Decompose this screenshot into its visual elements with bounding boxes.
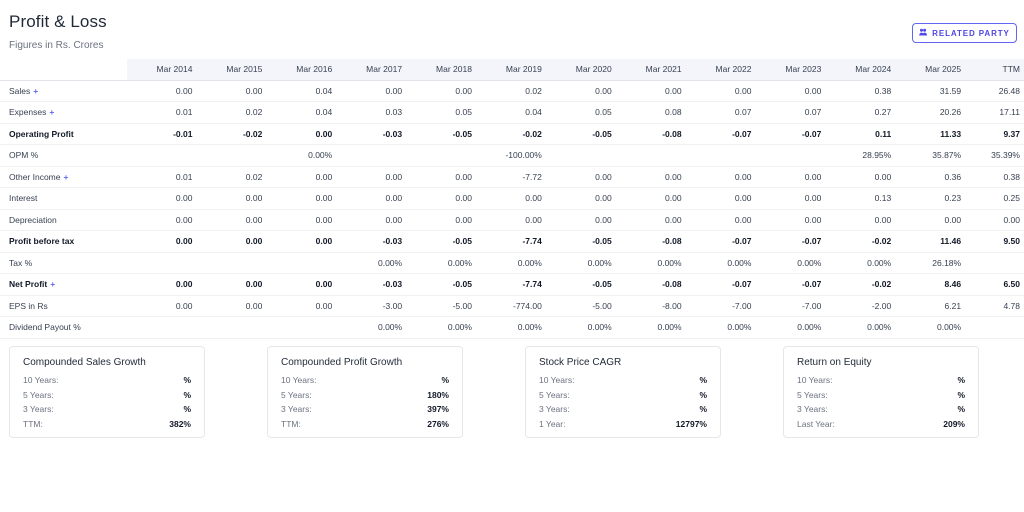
table-cell: 0.00 [196,209,266,231]
table-cell: 0.00% [546,252,616,274]
table-cell: 0.00 [127,80,197,102]
card-row-value: % [699,404,707,415]
card-row-value: 397% [427,404,449,415]
card-row-label: 3 Years: [797,404,828,415]
table-cell: 0.00 [127,209,197,231]
table-cell: 0.04 [266,80,336,102]
table-cell: 0.00 [476,209,546,231]
expand-plus-icon[interactable]: + [50,279,56,290]
table-cell: 0.02 [476,80,546,102]
column-header: Mar 2015 [196,59,266,80]
table-cell: -0.03 [336,231,406,253]
table-cell: 0.00 [266,231,336,253]
table-cell: 0.00 [546,209,616,231]
table-cell: 0.00 [616,209,686,231]
column-header: Mar 2021 [616,59,686,80]
table-cell: 0.38 [965,166,1024,188]
card-row-value: % [183,375,191,386]
table-cell: -5.00 [546,295,616,317]
card-row [539,402,707,417]
table-cell: 20.26 [895,102,965,124]
table-row [0,145,1024,167]
table-cell: -0.08 [616,274,686,296]
table-cell: 4.78 [965,295,1024,317]
table-cell: -0.05 [406,231,476,253]
table-cell: 0.00% [686,252,756,274]
table-cell: 0.00% [266,145,336,167]
growth-card [525,346,721,438]
column-header: Mar 2020 [546,59,616,80]
table-cell: 0.00 [616,166,686,188]
column-header: Mar 2024 [825,59,895,80]
row-label: OPM % [9,150,39,161]
table-cell: 6.50 [965,274,1024,296]
card-row [23,402,191,417]
card-row [281,388,449,403]
table-cell: 0.13 [825,188,895,210]
table-cell [266,317,336,339]
table-cell: -0.02 [476,123,546,145]
table-cell: 0.00 [755,80,825,102]
table-cell: 0.00 [196,231,266,253]
table-cell: 0.11 [825,123,895,145]
table-cell: 0.00 [755,166,825,188]
table-cell: 0.08 [616,102,686,124]
table-cell: 0.00 [825,166,895,188]
table-cell: -7.72 [476,166,546,188]
table-cell: 0.01 [127,102,197,124]
row-label-cell[interactable] [0,274,127,296]
table-cell: 0.00 [266,274,336,296]
table-cell: 0.23 [895,188,965,210]
table-cell: 0.00 [196,274,266,296]
table-row [0,252,1024,274]
row-label-cell [0,317,127,339]
table-cell: -2.00 [825,295,895,317]
row-label-cell [0,145,127,167]
table-cell [336,145,406,167]
table-cell [616,145,686,167]
table-row[interactable] [0,80,1024,102]
card-row [797,373,965,388]
related-party-button[interactable] [912,23,1017,43]
table-cell: -0.08 [616,231,686,253]
table-row[interactable] [0,102,1024,124]
table-cell: 0.04 [476,102,546,124]
table-cell: 0.00 [196,188,266,210]
table-row [0,317,1024,339]
column-header: Mar 2014 [127,59,197,80]
card-row-label: 10 Years: [23,375,59,386]
table-cell: -0.05 [546,123,616,145]
growth-card [783,346,979,438]
card-row-label: 5 Years: [797,389,828,400]
table-cell: 0.00 [266,166,336,188]
column-header: Mar 2016 [266,59,336,80]
table-cell: -0.02 [825,274,895,296]
page-header [9,12,107,51]
card-row [23,373,191,388]
table-cell: 0.36 [895,166,965,188]
table-cell [686,145,756,167]
card-row [23,388,191,403]
table-cell: 0.25 [965,188,1024,210]
table-cell: 0.00 [616,188,686,210]
row-label: Net Profit [9,279,48,290]
table-cell: 0.02 [196,102,266,124]
card-row-label: TTM: [23,418,43,429]
card-row-value: 12797% [675,418,707,429]
card-row-label: 3 Years: [539,404,570,415]
related-party-label: RELATED PARTY [932,28,1010,38]
card-row-label: 1 Year: [539,418,566,429]
table-cell: 0.00 [336,188,406,210]
table-cell: 35.87% [895,145,965,167]
expand-plus-icon[interactable]: + [63,171,69,182]
table-cell [546,145,616,167]
row-label: Profit before tax [9,236,75,247]
card-row-value: 209% [943,418,965,429]
table-cell: -5.00 [406,295,476,317]
page-title: Profit & Loss [9,12,107,31]
card-row-value: 276% [427,418,449,429]
column-header: Mar 2022 [686,59,756,80]
expand-plus-icon[interactable]: + [33,85,39,96]
table-cell: 0.00% [686,317,756,339]
table-cell: 35.39% [965,145,1024,167]
card-row [539,417,707,432]
card-row [281,373,449,388]
table-cell: 0.00 [336,80,406,102]
card-row-label: 10 Years: [797,375,833,386]
table-cell [127,317,197,339]
table-cell: 0.00 [196,295,266,317]
table-cell: 26.48 [965,80,1024,102]
card-row-label: TTM: [281,418,301,429]
card-row-value: % [183,404,191,415]
table-cell [196,317,266,339]
table-cell: 0.05 [546,102,616,124]
card-row-label: 5 Years: [539,389,570,400]
table-cell: 0.00 [406,80,476,102]
card-title: Return on Equity [797,357,872,368]
table-cell: -0.07 [686,123,756,145]
growth-cards [0,346,1024,438]
table-cell [127,252,197,274]
pnl-table [0,59,1024,339]
table-cell: 0.00 [336,166,406,188]
table-cell: 31.59 [895,80,965,102]
table-cell: 11.33 [895,123,965,145]
table-cell: 0.00 [755,188,825,210]
table-cell: 0.00 [546,166,616,188]
table-cell: 0.00 [406,166,476,188]
table-cell: 0.00 [616,80,686,102]
table-row [0,209,1024,231]
card-row [539,373,707,388]
table-cell: -7.74 [476,231,546,253]
table-cell: 11.46 [895,231,965,253]
table-cell: -0.07 [755,123,825,145]
card-row-label: 10 Years: [539,375,575,386]
table-cell: 0.00 [127,274,197,296]
table-row [0,295,1024,317]
table-cell: 0.00 [406,188,476,210]
table-cell: 0.00 [127,231,197,253]
card-row-label: 3 Years: [23,404,54,415]
row-label-cell[interactable] [0,102,127,124]
card-row-value: % [699,389,707,400]
table-cell: -0.07 [686,231,756,253]
row-label-cell [0,123,127,145]
table-cell: -7.00 [755,295,825,317]
row-label-cell[interactable] [0,166,127,188]
card-row [281,417,449,432]
table-header-row [0,59,1024,80]
table-cell: 0.00 [895,209,965,231]
card-row-value: % [441,375,449,386]
table-cell: 0.00 [266,209,336,231]
table-cell: 0.00% [546,317,616,339]
column-header: Mar 2018 [406,59,476,80]
column-header: Mar 2019 [476,59,546,80]
table-cell: -8.00 [616,295,686,317]
table-cell: -0.05 [406,123,476,145]
table-cell: -0.08 [616,123,686,145]
table-cell: -0.05 [546,274,616,296]
card-row-value: % [957,389,965,400]
table-cell: -3.00 [336,295,406,317]
table-cell: -7.74 [476,274,546,296]
column-header: Mar 2023 [755,59,825,80]
table-cell: 26.18% [895,252,965,274]
row-label: Depreciation [9,214,57,225]
table-cell: 0.04 [266,102,336,124]
table-cell: -0.02 [825,231,895,253]
table-cell: -0.07 [755,231,825,253]
table-cell [127,145,197,167]
table-cell: -0.03 [336,123,406,145]
table-cell: 0.00 [266,188,336,210]
table-cell: 0.00 [686,166,756,188]
card-row-label: 10 Years: [281,375,317,386]
table-cell [406,145,476,167]
table-row[interactable] [0,274,1024,296]
row-label-cell [0,188,127,210]
row-label: Tax % [9,257,33,268]
table-cell: 6.21 [895,295,965,317]
card-row-value: % [699,375,707,386]
table-cell: 0.00 [266,123,336,145]
card-row [797,388,965,403]
card-row-value: % [957,404,965,415]
table-cell [755,145,825,167]
table-cell: -0.01 [127,123,197,145]
column-header: TTM [965,59,1024,80]
table-cell: 0.00 [476,188,546,210]
card-row-label: 5 Years: [23,389,54,400]
table-cell: 0.00% [616,317,686,339]
page-subtitle: Figures in Rs. Crores [9,40,104,51]
table-cell: 0.27 [825,102,895,124]
header-label-cell [0,59,127,80]
card-row [23,417,191,432]
row-label-cell [0,295,127,317]
table-cell: 0.00% [476,252,546,274]
row-label-cell [0,231,127,253]
row-label: EPS in Rs [9,300,48,311]
table-cell: 0.01 [127,166,197,188]
table-cell: 17.11 [965,102,1024,124]
table-cell: 0.07 [686,102,756,124]
card-title: Compounded Sales Growth [23,357,146,368]
table-cell: 0.00 [825,209,895,231]
table-cell: 0.00% [336,252,406,274]
table-cell: 0.00 [546,188,616,210]
table-cell: 0.00% [476,317,546,339]
card-row-label: Last Year: [797,418,835,429]
table-row[interactable] [0,166,1024,188]
card-row-value: 180% [427,389,449,400]
table-cell: 0.00% [406,317,476,339]
table-cell: 0.00% [895,317,965,339]
card-title: Compounded Profit Growth [281,357,403,368]
table-cell: -0.07 [755,274,825,296]
table-cell [196,145,266,167]
table-row [0,231,1024,253]
row-label: Dividend Payout % [9,322,81,333]
table-cell: 0.00% [755,317,825,339]
row-label: Other Income [9,171,61,182]
table-cell: -774.00 [476,295,546,317]
table-cell: -7.00 [686,295,756,317]
card-row-value: % [183,389,191,400]
table-cell: -0.07 [686,274,756,296]
row-label: Operating Profit [9,128,74,139]
table-cell: -0.03 [336,274,406,296]
card-title: Stock Price CAGR [539,357,622,368]
table-cell: -0.05 [406,274,476,296]
table-cell: 0.00 [266,295,336,317]
expand-plus-icon[interactable]: + [49,107,55,118]
row-label: Interest [9,193,38,204]
table-cell [965,252,1024,274]
pnl-table-container [0,59,1024,339]
table-cell: 0.00 [127,295,197,317]
row-label-cell[interactable] [0,80,127,102]
row-label-cell [0,252,127,274]
table-body [0,80,1024,338]
table-cell: 9.37 [965,123,1024,145]
table-cell: 0.00 [127,188,197,210]
table-cell: 0.00 [336,209,406,231]
table-cell: 0.00% [616,252,686,274]
table-cell: 0.07 [755,102,825,124]
row-label-cell [0,209,127,231]
table-cell: 0.00 [686,188,756,210]
table-cell: 0.00 [755,209,825,231]
table-cell: -0.02 [196,123,266,145]
card-row [539,388,707,403]
people-icon [919,28,927,38]
table-row [0,123,1024,145]
table-cell: -100.00% [476,145,546,167]
column-header: Mar 2017 [336,59,406,80]
table-cell [965,317,1024,339]
growth-card [267,346,463,438]
card-row-label: 5 Years: [281,389,312,400]
table-cell: 0.03 [336,102,406,124]
card-row-value: 382% [169,418,191,429]
card-row [797,417,965,432]
row-label: Sales [9,85,31,96]
column-header: Mar 2025 [895,59,965,80]
table-cell: 0.00 [686,80,756,102]
table-cell: 0.00 [686,209,756,231]
table-cell: 0.38 [825,80,895,102]
card-row [281,402,449,417]
table-cell: 0.00% [406,252,476,274]
card-row-label: 3 Years: [281,404,312,415]
table-cell: 28.95% [825,145,895,167]
table-cell: 8.46 [895,274,965,296]
table-cell [196,252,266,274]
growth-card [9,346,205,438]
table-cell: 0.02 [196,166,266,188]
row-label: Expenses [9,107,47,118]
table-cell: 9.50 [965,231,1024,253]
table-cell: 0.00 [406,209,476,231]
table-cell [266,252,336,274]
card-row [797,402,965,417]
table-cell: 0.00 [196,80,266,102]
table-cell: 0.00% [755,252,825,274]
table-cell: 0.00 [546,80,616,102]
table-cell: 0.05 [406,102,476,124]
table-cell: 0.00% [336,317,406,339]
table-cell: 0.00 [965,209,1024,231]
table-cell: 0.00% [825,252,895,274]
table-cell: 0.00% [825,317,895,339]
table-cell: -0.05 [546,231,616,253]
card-row-value: % [957,375,965,386]
table-row [0,188,1024,210]
